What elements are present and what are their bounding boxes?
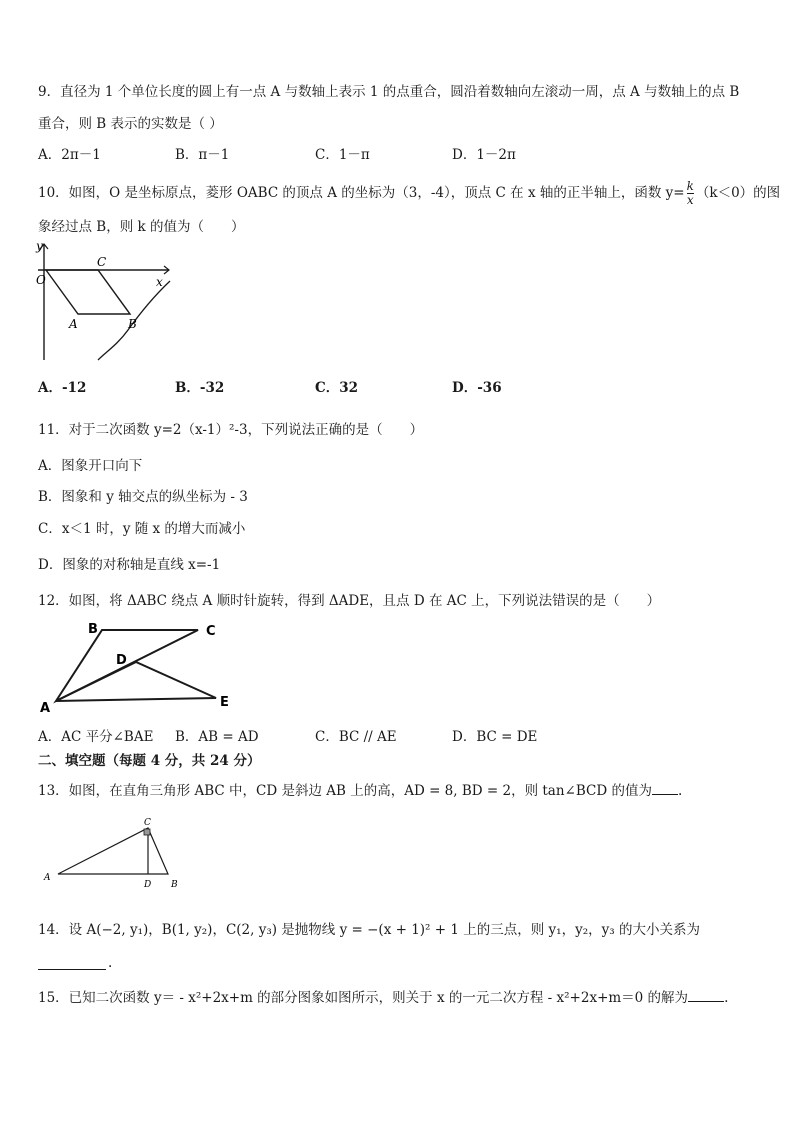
q9-option-a: A．2π－1	[38, 147, 101, 163]
q12-figure	[36, 616, 246, 716]
q12-label-c: C	[206, 624, 216, 639]
q14-stem: 14．设 A(−2, y₁)，B(1, y₂)，C(2, y₃) 是抛物线 y = −(x + 1)² + 1 上的三点，则 y₁，y₂，y₃ 的大小关系为	[38, 922, 700, 938]
q11-stem: 11．对于二次函数 y=2（x-1）²-3，下列说法正确的是（ ）	[38, 422, 424, 438]
q13-label-b: B	[171, 880, 178, 890]
q11-option-b: B．图象和 y 轴交点的纵坐标为 - 3	[38, 489, 248, 505]
q12-label-d: D	[116, 653, 127, 668]
q9-stem-line2: 重合，则 B 表示的实数是（ ）	[38, 116, 223, 132]
q9-option-b: B．π－1	[175, 147, 230, 163]
q13-label-d: D	[144, 880, 152, 890]
q12-option-c: C．BC // AE	[315, 729, 397, 745]
q15-answer-blank[interactable]	[688, 987, 724, 1002]
q13-figure	[40, 816, 190, 892]
q15-stem	[38, 987, 728, 1008]
q15-stem-end: .	[724, 990, 729, 1006]
q13-label-a: A	[44, 873, 51, 883]
q10-stem-line2: 象经过点 B，则 k 的值为（ ）	[38, 219, 245, 235]
q10-figure	[34, 238, 174, 364]
q10-fraction-denominator: x	[686, 193, 694, 207]
q10-label-a: A	[69, 317, 78, 331]
q10-label-c: C	[97, 255, 107, 269]
q10-stem-line1	[38, 180, 780, 207]
q10-label-b: B	[128, 317, 137, 331]
q10-stem-part2: （k＜0）的图	[695, 185, 781, 201]
q11-option-d: D．图象的对称轴是直线 x=-1	[38, 557, 221, 573]
q12-option-b: B．AB = AD	[175, 729, 259, 745]
q10-option-b: B．-32	[175, 380, 225, 396]
q12-stem: 12．如图，将 ΔABC 绕点 A 顺时针旋转，得到 ΔADE，且点 D 在 AC 上，下列说法错误的是（ ）	[38, 593, 661, 609]
q13-answer-blank[interactable]	[652, 780, 678, 795]
q12-label-b: B	[88, 622, 98, 637]
q10-label-x: x	[156, 275, 163, 289]
q10-fraction-numerator: k	[686, 179, 694, 193]
q12-option-d: D．BC = DE	[452, 729, 538, 745]
q13-stem-text: 13．如图，在直角三角形 ABC 中，CD 是斜边 AB 上的高，AD = 8, BD = 2，则 tan∠BCD 的值为	[38, 783, 652, 799]
q14-answer-blank[interactable]	[38, 955, 106, 970]
q13-stem	[38, 780, 682, 801]
q12-option-a: A．AC 平分∠BAE	[38, 729, 154, 745]
q9-option-c: C．1－π	[315, 147, 370, 163]
q14-stem-end: .	[108, 955, 113, 971]
q10-option-d: D．-36	[452, 380, 502, 396]
q10-fraction	[687, 180, 694, 207]
section2-heading: 二、填空题（每题 4 分，共 24 分）	[38, 753, 261, 769]
q12-label-a: A	[40, 701, 51, 716]
q9-stem-line1: 9．直径为 1 个单位长度的圆上有一点 A 与数轴上表示 1 的点重合，圆沿着数轴向左滚动一周，点 A 与数轴上的点 B	[38, 84, 740, 100]
q10-option-a: A．-12	[38, 380, 87, 396]
q10-option-c: C．32	[315, 380, 359, 396]
q12-label-e: E	[220, 695, 229, 710]
q10-stem-part1: 10．如图，O 是坐标原点，菱形 OABC 的顶点 A 的坐标为（3，-4），顶点 C 在 x 轴的正半轴上，函数 y=	[38, 185, 685, 201]
q13-label-c: C	[144, 818, 151, 828]
q10-label-o: O	[36, 273, 46, 287]
q9-option-d: D．1－2π	[452, 147, 516, 163]
q11-option-a: A．图象开口向下	[38, 458, 143, 474]
q13-stem-end: .	[677, 783, 683, 799]
q10-label-y: y	[36, 239, 43, 253]
q11-option-c: C．x＜1 时，y 随 x 的增大而减小	[38, 521, 246, 537]
q15-stem-text: 15．已知二次函数 y＝ - x²+2x+m 的部分图象如图所示，则关于 x 的一元二次方程 - x²+2x+m＝0 的解为	[38, 990, 689, 1006]
